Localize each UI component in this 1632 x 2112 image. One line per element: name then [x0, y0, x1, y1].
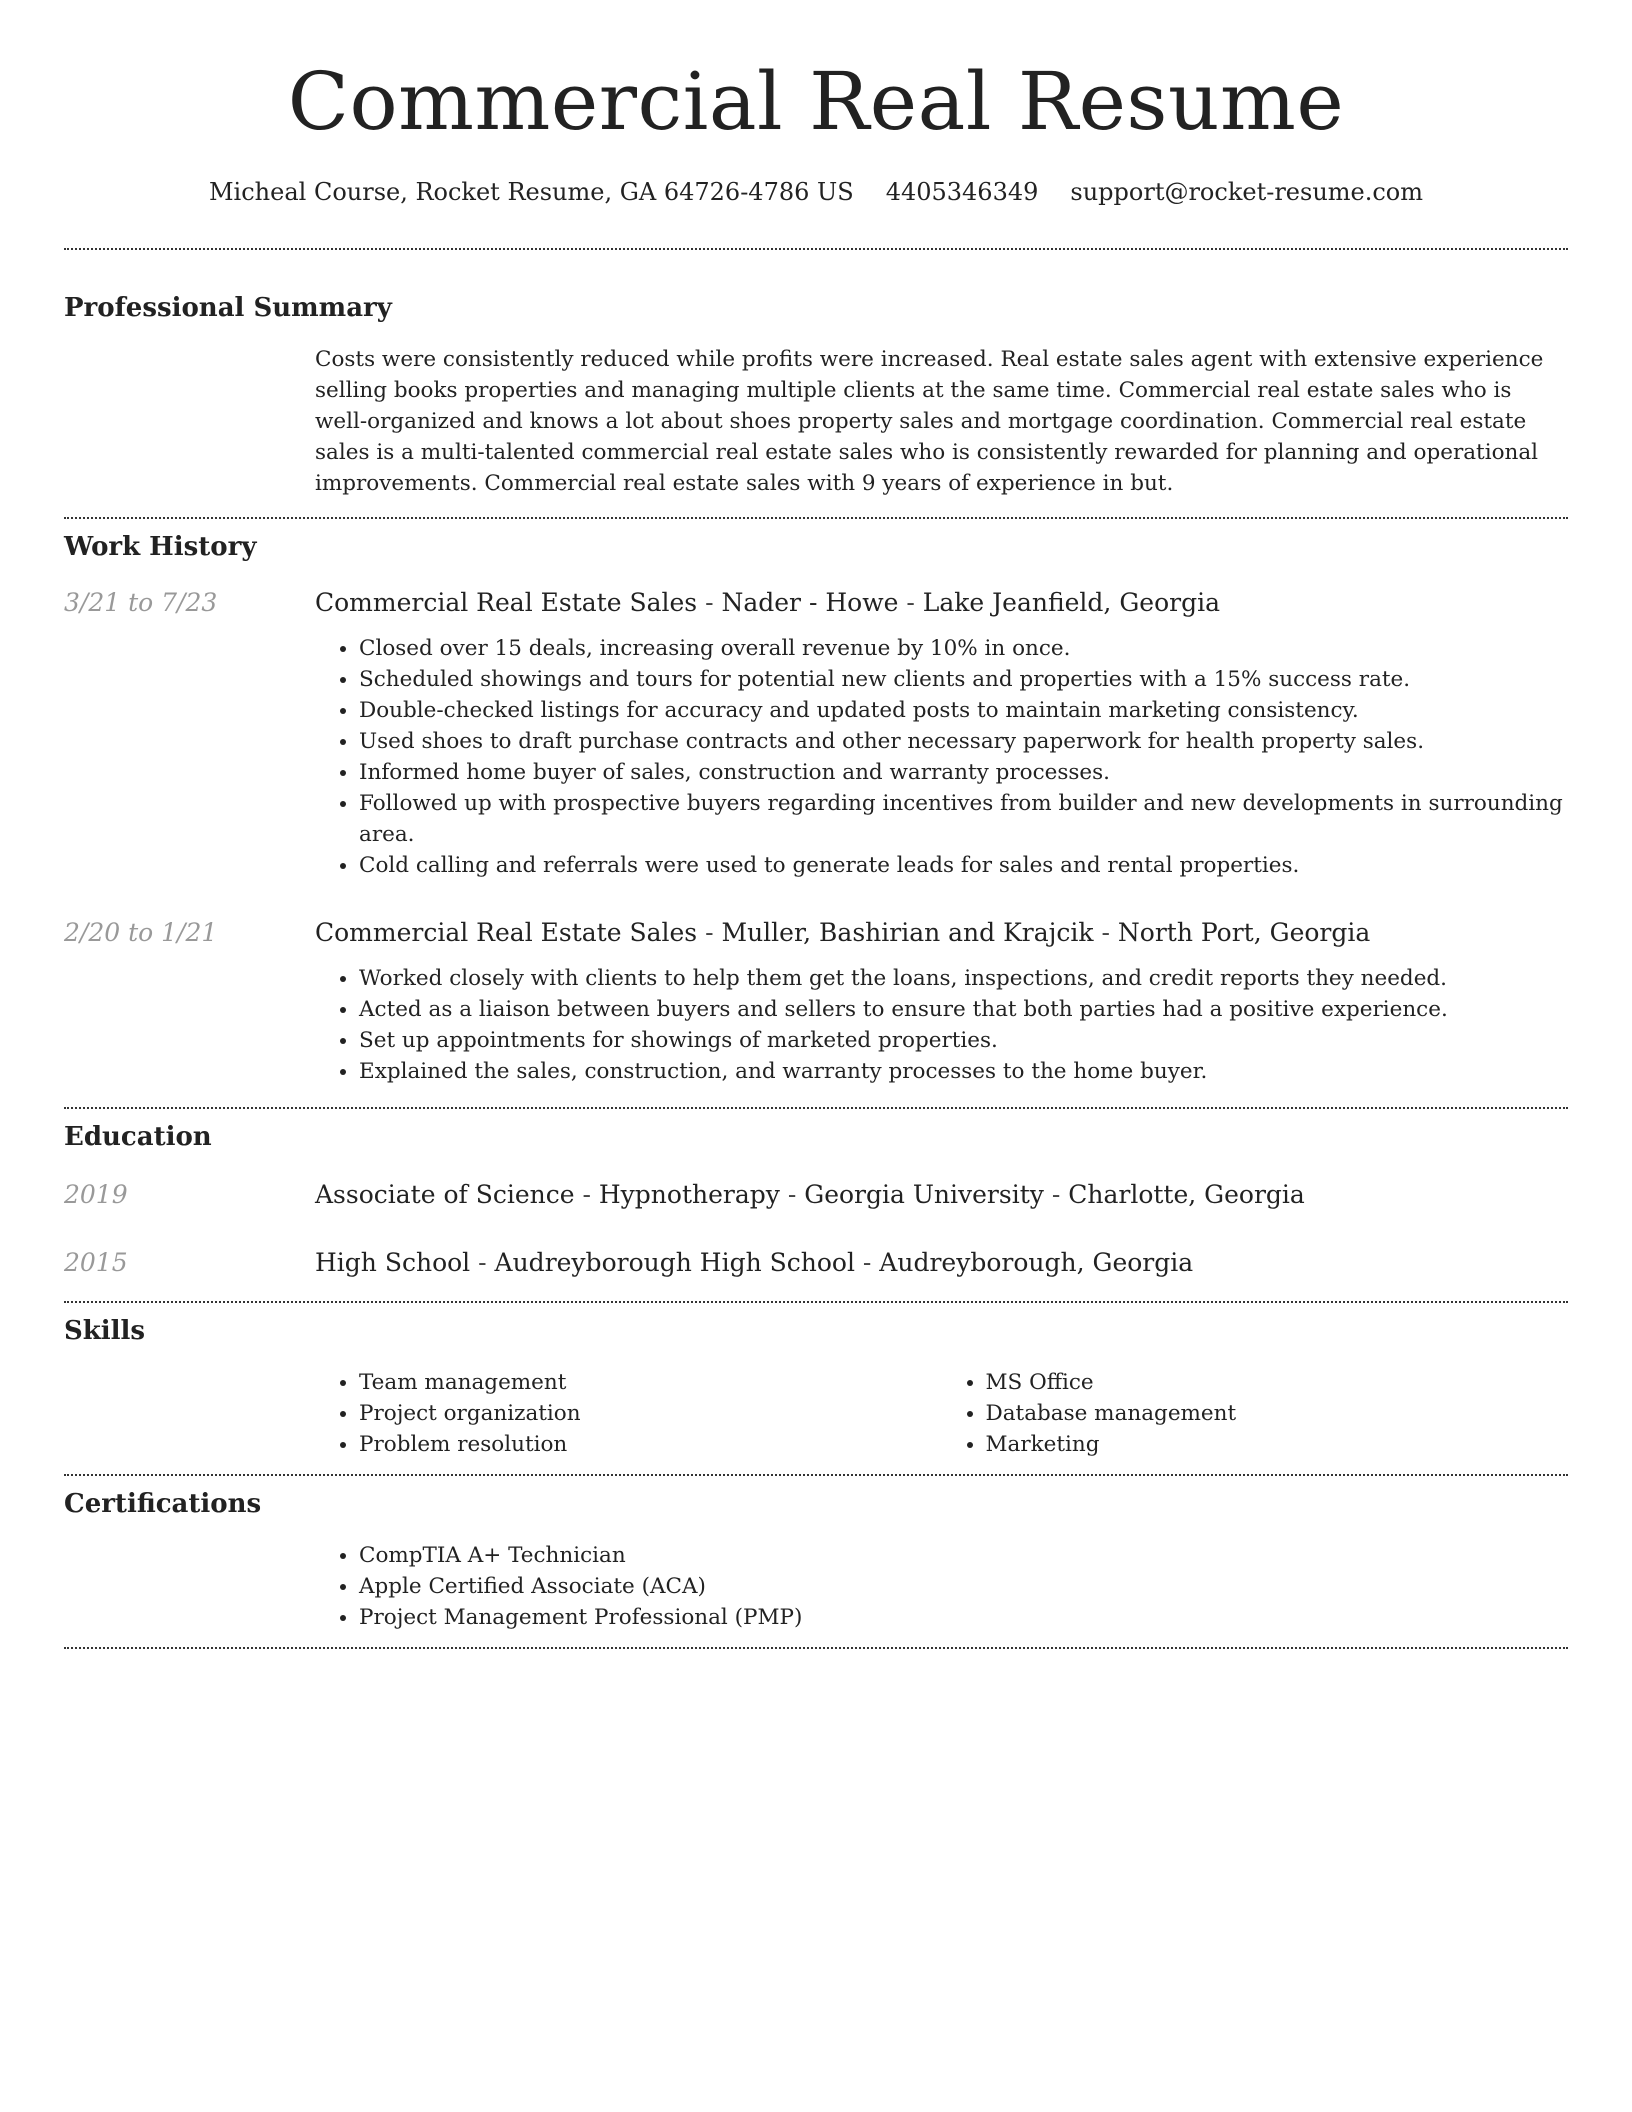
divider: [64, 1647, 1568, 1649]
education-year: 2019: [64, 1180, 128, 1209]
list-item: • Used shoes to draft purchase contracts and other necessary paperwork for health property sales.: [359, 726, 1568, 757]
job-dates: 2/20 to 1/21: [64, 918, 218, 947]
skill-item: • Marketing: [986, 1429, 1569, 1460]
list-item: • Explained the sales, construction, and warranty processes to the home buyer.: [359, 1056, 1568, 1087]
education-line: Associate of Science - Hypnotherapy - Georgia University - Charlotte, Georgia: [315, 1180, 1305, 1209]
contact-email: support@rocket-resume.com: [1070, 178, 1424, 206]
list-item: • Set up appointments for showings of marketed properties.: [359, 1025, 1568, 1056]
skill-item: • Team management: [359, 1367, 942, 1398]
job-role: Commercial Real Estate Sales: [315, 588, 698, 617]
list-item: • Informed home buyer of sales, construction and warranty processes.: [359, 757, 1568, 788]
summary-text: Costs were consistently reduced while profits were increased. Real estate sales agent with extensive experience selling books properties and managing multiple clients at the same time. Commercial real estate sales who is well-organized and knows a lot about shoes property sales and mortgage coordination. Commercial real estate sales is a multi-talented commercial real estate sales who is consistently rewarded for planning and operational improvements. Commercial real estate sales with 9 years of experience in but.: [315, 347, 1544, 496]
education-degree: High School: [315, 1248, 471, 1277]
job-bullets: [315, 633, 1568, 881]
skill-item: • Project organization: [359, 1398, 942, 1429]
skills-grid: [315, 1367, 1568, 1460]
divider: [64, 248, 1568, 250]
education-degree: Associate of Science: [315, 1180, 575, 1209]
section-title-work: Work History: [64, 532, 257, 562]
list-item: • Closed over 15 deals, increasing overall revenue by 10% in once.: [359, 633, 1568, 664]
education-location: Audreyborough, Georgia: [879, 1248, 1194, 1277]
section-title-skills: Skills: [64, 1316, 146, 1346]
education-section: [64, 1119, 1568, 1281]
job-company: Nader - Howe: [721, 588, 899, 617]
list-item: • Double-checked listings for accuracy and updated posts to maintain marketing consistency.: [359, 695, 1568, 726]
education-line: High School - Audreyborough High School - Audreyborough, Georgia: [315, 1248, 1194, 1277]
job-title-line: Commercial Real Estate Sales - Muller, Bashirian and Krajcik - North Port, Georgia: [315, 918, 1371, 947]
education-field: Hypnotherapy: [598, 1180, 780, 1209]
job-entry: [64, 585, 1568, 881]
certification-item: • Project Management Professional (PMP): [359, 1602, 1568, 1633]
section-title-summary: Professional Summary: [64, 293, 392, 323]
education-entry: [64, 1177, 1568, 1213]
work-history-section: [64, 529, 1568, 1087]
list-item: • Scheduled showings and tours for potential new clients and properties with a 15% success rate.: [359, 664, 1568, 695]
list-item: • Acted as a liaison between buyers and sellers to ensure that both parties had a positive experience.: [359, 994, 1568, 1025]
section-title-education: Education: [64, 1122, 212, 1152]
job-role: Commercial Real Estate Sales: [315, 918, 698, 947]
certifications-list: [315, 1540, 1568, 1633]
divider: [64, 1474, 1568, 1476]
skills-list-right: [942, 1367, 1569, 1460]
summary-section: [64, 290, 1568, 499]
job-dates: 3/21 to 7/23: [64, 588, 218, 617]
divider: [64, 1301, 1568, 1303]
contact-phone: 4405346349: [885, 178, 1039, 206]
divider: [64, 517, 1568, 519]
contact-line: [64, 174, 1568, 210]
certification-item: • Apple Certified Associate (ACA): [359, 1571, 1568, 1602]
education-school: Audreyborough High School: [494, 1248, 855, 1277]
education-location: Charlotte, Georgia: [1068, 1180, 1305, 1209]
resume-page: [64, 0, 1568, 1649]
contact-address: Micheal Course, Rocket Resume, GA 64726-4786 US: [208, 178, 854, 206]
job-company: Muller, Bashirian and Krajcik: [721, 918, 1094, 947]
section-title-certifications: Certifications: [64, 1489, 262, 1519]
job-location: Lake Jeanfield, Georgia: [922, 588, 1220, 617]
certifications-section: [64, 1486, 1568, 1633]
certification-item: • CompTIA A+ Technician: [359, 1540, 1568, 1571]
education-entry: [64, 1245, 1568, 1281]
education-school: Georgia University: [804, 1180, 1044, 1209]
divider: [64, 1107, 1568, 1109]
skills-list-left: [315, 1367, 942, 1460]
job-bullets: [315, 963, 1568, 1087]
skills-section: [64, 1313, 1568, 1460]
list-item: • Cold calling and referrals were used to generate leads for sales and rental properties.: [359, 850, 1568, 881]
skill-item: • Problem resolution: [359, 1429, 942, 1460]
list-item: • Followed up with prospective buyers regarding incentives from builder and new developments in surrounding area.: [359, 788, 1568, 850]
skill-item: • MS Office: [986, 1367, 1569, 1398]
job-location: North Port, Georgia: [1117, 918, 1371, 947]
job-title-line: Commercial Real Estate Sales - Nader - Howe - Lake Jeanfield, Georgia: [315, 588, 1220, 617]
education-year: 2015: [64, 1248, 128, 1277]
list-item: • Worked closely with clients to help them get the loans, inspections, and credit reports they needed.: [359, 963, 1568, 994]
resume-title: Commercial Real Resume: [287, 55, 1345, 148]
skill-item: • Database management: [986, 1398, 1569, 1429]
job-entry: [64, 915, 1568, 1087]
